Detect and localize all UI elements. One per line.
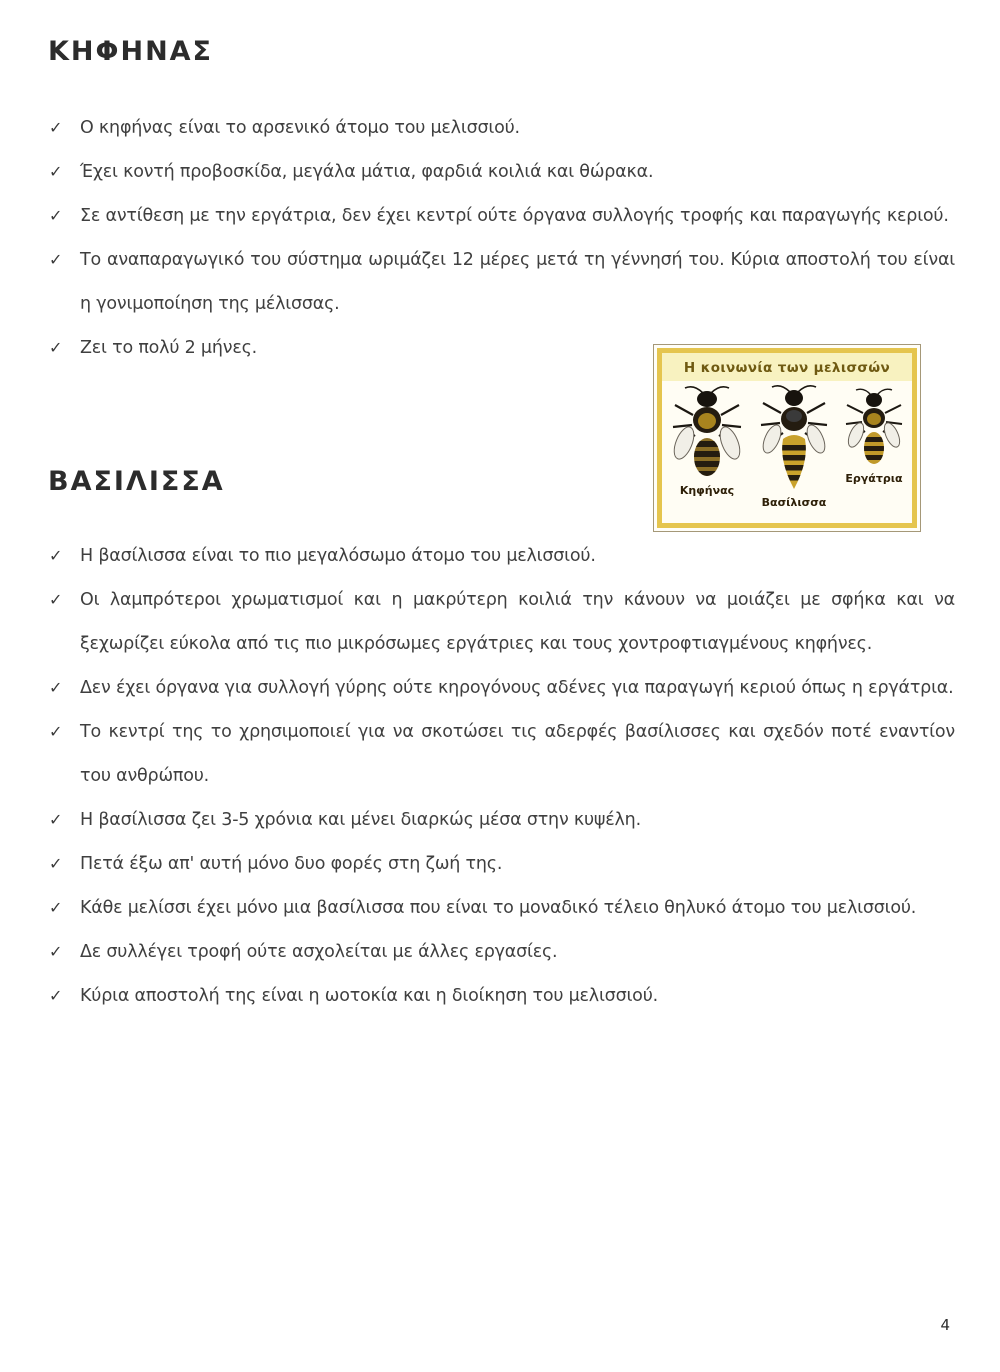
queen-bee-illustration (759, 383, 829, 495)
queen-column (759, 383, 829, 509)
section-heading-queen: ΒΑΣΙΛΙΣΣΑ (48, 466, 225, 497)
drone-label: Κηφήνας (679, 484, 735, 497)
drone-bullet-list (48, 106, 955, 370)
bullet-text: Οι λαμπρότεροι χρωματισμοί και η μακρύτερη κοιλιά την κάνουν να μοιάζει με σφήκα και να ξεχωρίζει εύκολα από τις πιο μικρόσωμες εργάτριες και τους χοντροφτιαγμένους κηφήνες. (80, 590, 955, 654)
bullet-item (48, 194, 955, 238)
bee-society-figure (653, 344, 921, 532)
bullet-text: Η βασίλισσα είναι το πιο μεγαλόσωμο άτομο του μελισσιού. (80, 546, 596, 566)
checkmark-icon: ✓ (49, 250, 63, 269)
bullet-text: Κύρια αποστολή της είναι η ωοτοκία και η διοίκηση του μελισσιού. (80, 986, 658, 1006)
queen-label: Βασίλισσα (761, 496, 827, 509)
checkmark-icon: ✓ (49, 942, 63, 961)
bullet-text: Το κεντρί της το χρησιμοποιεί για να σκοτώσει τις αδερφές βασίλισσες και σχεδόν ποτέ εναντίον του ανθρώπου. (80, 722, 955, 786)
checkmark-icon: ✓ (49, 898, 63, 917)
bullet-item (48, 798, 955, 842)
bullet-text: Δε συλλέγει τροφή ούτε ασχολείται με άλλες εργασίες. (80, 942, 558, 962)
checkmark-icon: ✓ (49, 810, 63, 829)
bullet-item (48, 150, 955, 194)
bullet-item (48, 842, 955, 886)
checkmark-icon: ✓ (49, 722, 63, 741)
bee-society-figure-frame (657, 348, 917, 528)
bullet-text: Η βασίλισσα ζει 3-5 χρόνια και μένει διαρκώς μέσα στην κυψέλη. (80, 810, 641, 830)
figure-title: Η κοινωνία των μελισσών (662, 353, 912, 381)
worker-bee-illustration (844, 387, 904, 471)
section-heading-drone: ΚΗΦΗΝΑΣ (48, 36, 214, 67)
checkmark-icon: ✓ (49, 678, 63, 697)
bullet-text: Σε αντίθεση με την εργάτρια, δεν έχει κεντρί ούτε όργανα συλλογής τροφής και παραγωγής κεριού. (80, 206, 949, 226)
queen-bullet-list (48, 534, 955, 1018)
bullet-item (48, 886, 955, 930)
bullet-item (48, 710, 955, 798)
drone-bee-illustration (670, 383, 744, 483)
checkmark-icon: ✓ (49, 338, 63, 357)
bullet-text: Πετά έξω απ' αυτή μόνο δυο φορές στη ζωή της. (80, 854, 503, 874)
drone-column (670, 383, 744, 497)
checkmark-icon: ✓ (49, 118, 63, 137)
bullet-text: Έχει κοντή προβοσκίδα, μεγάλα μάτια, φαρδιά κοιλιά και θώρακα. (80, 162, 654, 182)
bullet-text: Το αναπαραγωγικό του σύστημα ωριμάζει 12 μέρες μετά τη γέννησή του. Κύρια αποστολή του είναι η γονιμοποίηση της μέλισσας. (80, 250, 955, 314)
checkmark-icon: ✓ (49, 206, 63, 225)
bullet-text: Ο κηφήνας είναι το αρσενικό άτομο του μελισσιού. (80, 118, 520, 138)
page-number: 4 (940, 1316, 950, 1334)
bullet-text: Ζει το πολύ 2 μήνες. (80, 338, 258, 358)
bullet-item (48, 534, 955, 578)
checkmark-icon: ✓ (49, 590, 63, 609)
checkmark-icon: ✓ (49, 162, 63, 181)
bullet-item (48, 238, 955, 326)
checkmark-icon: ✓ (49, 546, 63, 565)
bullet-item (48, 578, 955, 666)
bullet-item (48, 974, 955, 1018)
bullet-item (48, 930, 955, 974)
bullet-item (48, 106, 955, 150)
worker-column (844, 387, 904, 485)
bullet-text: Δεν έχει όργανα για συλλογή γύρης ούτε κηρογόνους αδένες για παραγωγή κεριού όπως η εργάτρια. (80, 678, 954, 698)
checkmark-icon: ✓ (49, 854, 63, 873)
bullet-text: Κάθε μελίσσι έχει μόνο μια βασίλισσα που είναι το μοναδικό τέλειο θηλυκό άτομο του μελισσιού. (80, 898, 917, 918)
worker-label: Εργάτρια (845, 472, 903, 485)
bullet-item (48, 666, 955, 710)
checkmark-icon: ✓ (49, 986, 63, 1005)
bees-row (662, 381, 912, 509)
